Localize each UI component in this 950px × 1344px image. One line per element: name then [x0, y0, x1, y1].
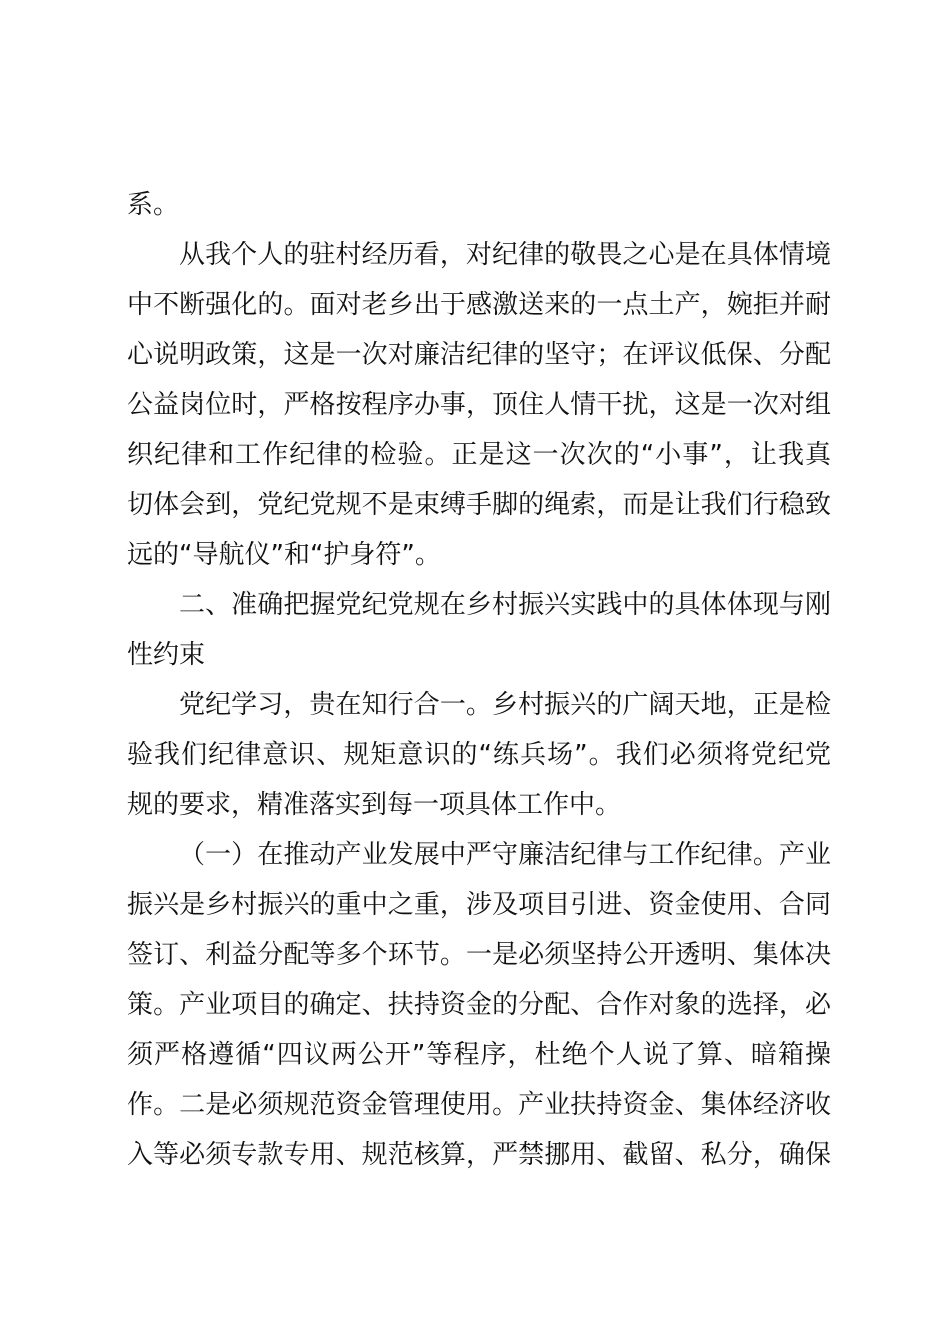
text-line: 规的要求，精准落实到每一项具体工作中。: [127, 790, 622, 820]
text-line: （一）在推动产业发展中严守廉洁纪律与工作纪律。产业: [179, 840, 831, 870]
text-line: 策。产业项目的确定、扶持资金的分配、合作对象的选择，必: [127, 990, 831, 1020]
text-line: 须严格遵循“四议两公开”等程序，杜绝个人说了算、暗箱操: [127, 1040, 831, 1070]
text-line: 切体会到，党纪党规不是束缚手脚的绳索，而是让我们行稳致: [127, 490, 831, 520]
text-line: 二、准确把握党纪党规在乡村振兴实践中的具体体现与刚: [179, 590, 831, 620]
text-line: 系。: [127, 190, 180, 220]
text-line: 验我们纪律意识、规矩意识的“练兵场”。我们必须将党纪党: [127, 740, 831, 770]
text-line: 从我个人的驻村经历看，对纪律的敬畏之心是在具体情境: [179, 240, 831, 270]
paragraph: [127, 680, 831, 830]
text-line: 公益岗位时，严格按程序办事，顶住人情干扰，这是一次对组: [127, 390, 831, 420]
text-line: 性约束: [127, 640, 206, 670]
text-line: 签订、利益分配等多个环节。一是必须坚持公开透明、集体决: [127, 940, 831, 970]
text-line: 党纪学习，贵在知行合一。乡村振兴的广阔天地，正是检: [179, 690, 831, 720]
paragraph: [127, 230, 831, 580]
text-line: 振兴是乡村振兴的重中之重，涉及项目引进、资金使用、合同: [127, 890, 831, 920]
text-line: 织纪律和工作纪律的检验。正是这一次次的“小事”，让我真: [127, 440, 831, 470]
text-line: 远的“导航仪”和“护身符”。: [127, 540, 441, 570]
text-line: 作。二是必须规范资金管理使用。产业扶持资金、集体经济收: [127, 1090, 831, 1120]
text-line: 中不断强化的。面对老乡出于感激送来的一点土产，婉拒并耐: [127, 290, 831, 320]
paragraph: [127, 180, 831, 230]
text-line: 心说明政策，这是一次对廉洁纪律的坚守；在评议低保、分配: [127, 340, 831, 370]
paragraph: [127, 830, 831, 1180]
paragraph: [127, 580, 831, 680]
text-line: 入等必须专款专用、规范核算，严禁挪用、截留、私分，确保: [127, 1140, 831, 1170]
document-page: [127, 180, 831, 1180]
